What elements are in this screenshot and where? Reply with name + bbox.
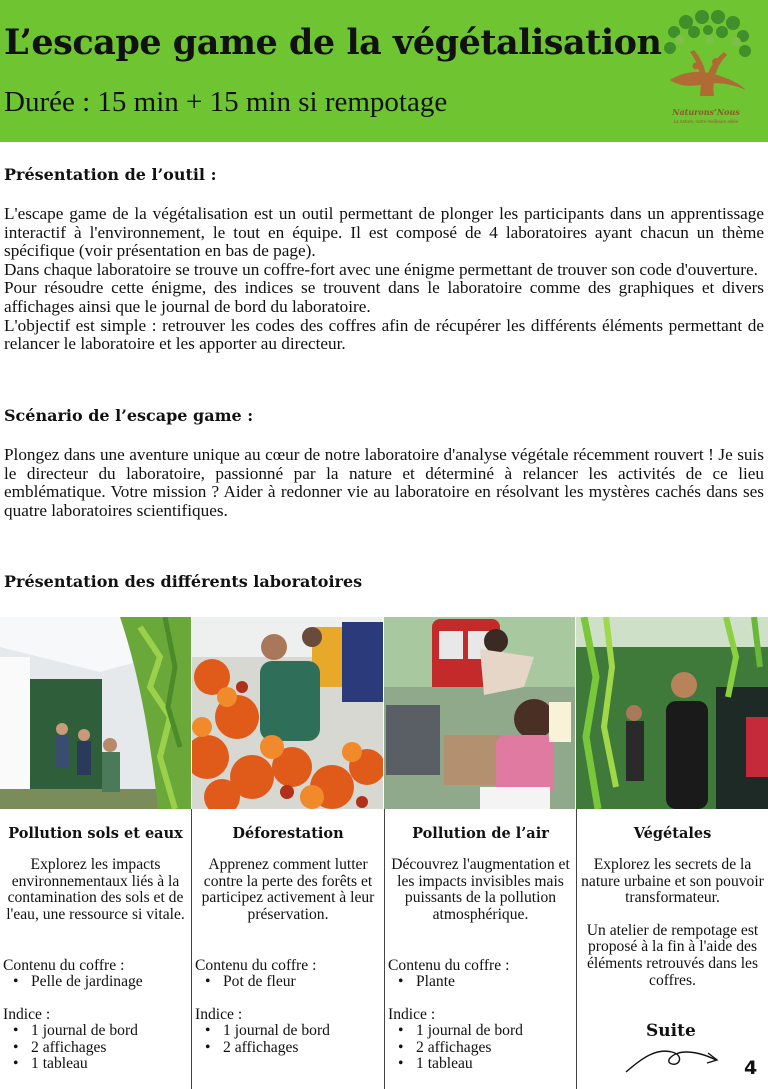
logo-name: Naturons’Nous <box>672 107 740 117</box>
list-item: • 1 journal de bord <box>388 1023 523 1040</box>
tree-logo-icon <box>660 10 752 106</box>
list-item: • Pelle de jardinage <box>3 974 143 991</box>
lab-description <box>581 857 764 989</box>
header-banner <box>0 0 768 142</box>
lab-description <box>4 857 187 923</box>
clues-list <box>3 1023 138 1073</box>
photo-vegetales <box>576 617 768 809</box>
lab-description <box>389 857 572 923</box>
lab-description-text: Découvrez l'augmentation et les impacts invisibles mais puissants de la pollution atmosphérique. <box>391 856 570 923</box>
lab-title: Végétales <box>633 825 712 842</box>
lab-description <box>196 857 380 923</box>
presentation-paragraph: L'escape game de la végétalisation est un outil permettant de plonger les participants dans un apprentissage interactif à l'environnement, le tout en équipe. Il est composé de 4 laboratoires ayant chacun un thème spécifique (voir présentation en bas de page). <box>4 204 764 261</box>
scenario-paragraph: Plongez dans une aventure unique au cœur de notre laboratoire d'analyse végétale récemment rouvert ! Je suis le directeur du laboratoire, passionné par la nature et déterminé à relancer les activités de ce lieu emblématique. Votre mission ? Aider à redonner vie au laboratoire en résolvant les mystères cachés dans ses quatre laboratoires scientifiques. <box>4 445 764 520</box>
lab-title: Déforestation <box>232 825 344 842</box>
presentation-text <box>4 205 764 354</box>
photo-pollution-sols <box>0 617 191 809</box>
scenario-heading: Scénario de l’escape game : <box>4 406 254 425</box>
list-item: • 1 journal de bord <box>195 1023 330 1040</box>
list-item: • 2 affichages <box>195 1040 330 1057</box>
lab-description-text: Explorez les secrets de la nature urbaine et son pouvoir transformateur. <box>581 856 764 907</box>
presentation-paragraph: Pour résoudre cette énigme, des indices se trouvent dans le laboratoire comme des graphiques et divers affichages ainsi que le journal de bord du laboratoire. <box>4 278 764 316</box>
lab-description-text: Un atelier de rempotage est proposé à la fin à l'aide des éléments retrouvés dans les coffres. <box>586 921 759 989</box>
logo <box>660 10 752 128</box>
photo-deforestation <box>192 617 383 809</box>
clues-label: Indice : <box>388 1006 436 1023</box>
lab-description-text: Explorez les impacts environnementaux liés à la contamination des sols et de l'eau, une ressource si vitale. <box>6 856 185 923</box>
lab-column-deforestation <box>191 809 384 1089</box>
safe-label: Contenu du coffre : <box>388 957 510 974</box>
lab-column-pollution-air <box>384 809 576 1089</box>
labs-heading: Présentation des différents laboratoires <box>4 572 363 591</box>
list-item: • 1 journal de bord <box>3 1023 138 1040</box>
list-item: • Plante <box>388 974 455 991</box>
lab-title: Pollution de l’air <box>412 825 549 842</box>
lab-description-text: Apprenez comment lutter contre la perte des forêts et participez activement à leur préservation. <box>201 856 375 923</box>
page-number: 4 <box>744 1057 758 1079</box>
curved-arrow-icon <box>622 1040 722 1076</box>
lab-column-pollution-sols <box>0 809 191 1089</box>
list-item: • 2 affichages <box>3 1040 138 1057</box>
clues-label: Indice : <box>195 1006 243 1023</box>
duration-subtitle: Durée : 15 min + 15 min si rempotage <box>4 86 448 118</box>
list-item: • 2 affichages <box>388 1040 523 1057</box>
presentation-paragraph: L'objectif est simple : retrouver les codes des coffres afin de récupérer les différents éléments permettant de relancer le laboratoire et les apporter au directeur. <box>4 315 764 354</box>
lab-photos <box>0 617 768 809</box>
photo-pollution-air <box>384 617 575 809</box>
clues-label: Indice : <box>3 1006 51 1023</box>
safe-items <box>388 974 455 991</box>
lab-title: Pollution sols et eaux <box>8 825 183 842</box>
safe-label: Contenu du coffre : <box>3 957 125 974</box>
list-item: • Pot de fleur <box>195 974 296 991</box>
page-title: L’escape game de la végétalisation <box>4 22 662 63</box>
clues-list <box>195 1023 330 1056</box>
next-page-label: Suite <box>646 1021 696 1041</box>
scenario-text <box>4 446 764 520</box>
safe-label: Contenu du coffre : <box>195 957 317 974</box>
presentation-heading: Présentation de l’outil : <box>4 165 217 184</box>
presentation-paragraph: Dans chaque laboratoire se trouve un coffre-fort avec une énigme permettant de trouver son code d'ouverture. <box>4 259 758 279</box>
logo-tagline: La nature, notre meilleure alliée <box>673 119 739 124</box>
safe-items <box>3 974 143 991</box>
list-item: • 1 tableau <box>388 1056 523 1073</box>
safe-items <box>195 974 296 991</box>
clues-list <box>388 1023 523 1073</box>
list-item: • 1 tableau <box>3 1056 138 1073</box>
